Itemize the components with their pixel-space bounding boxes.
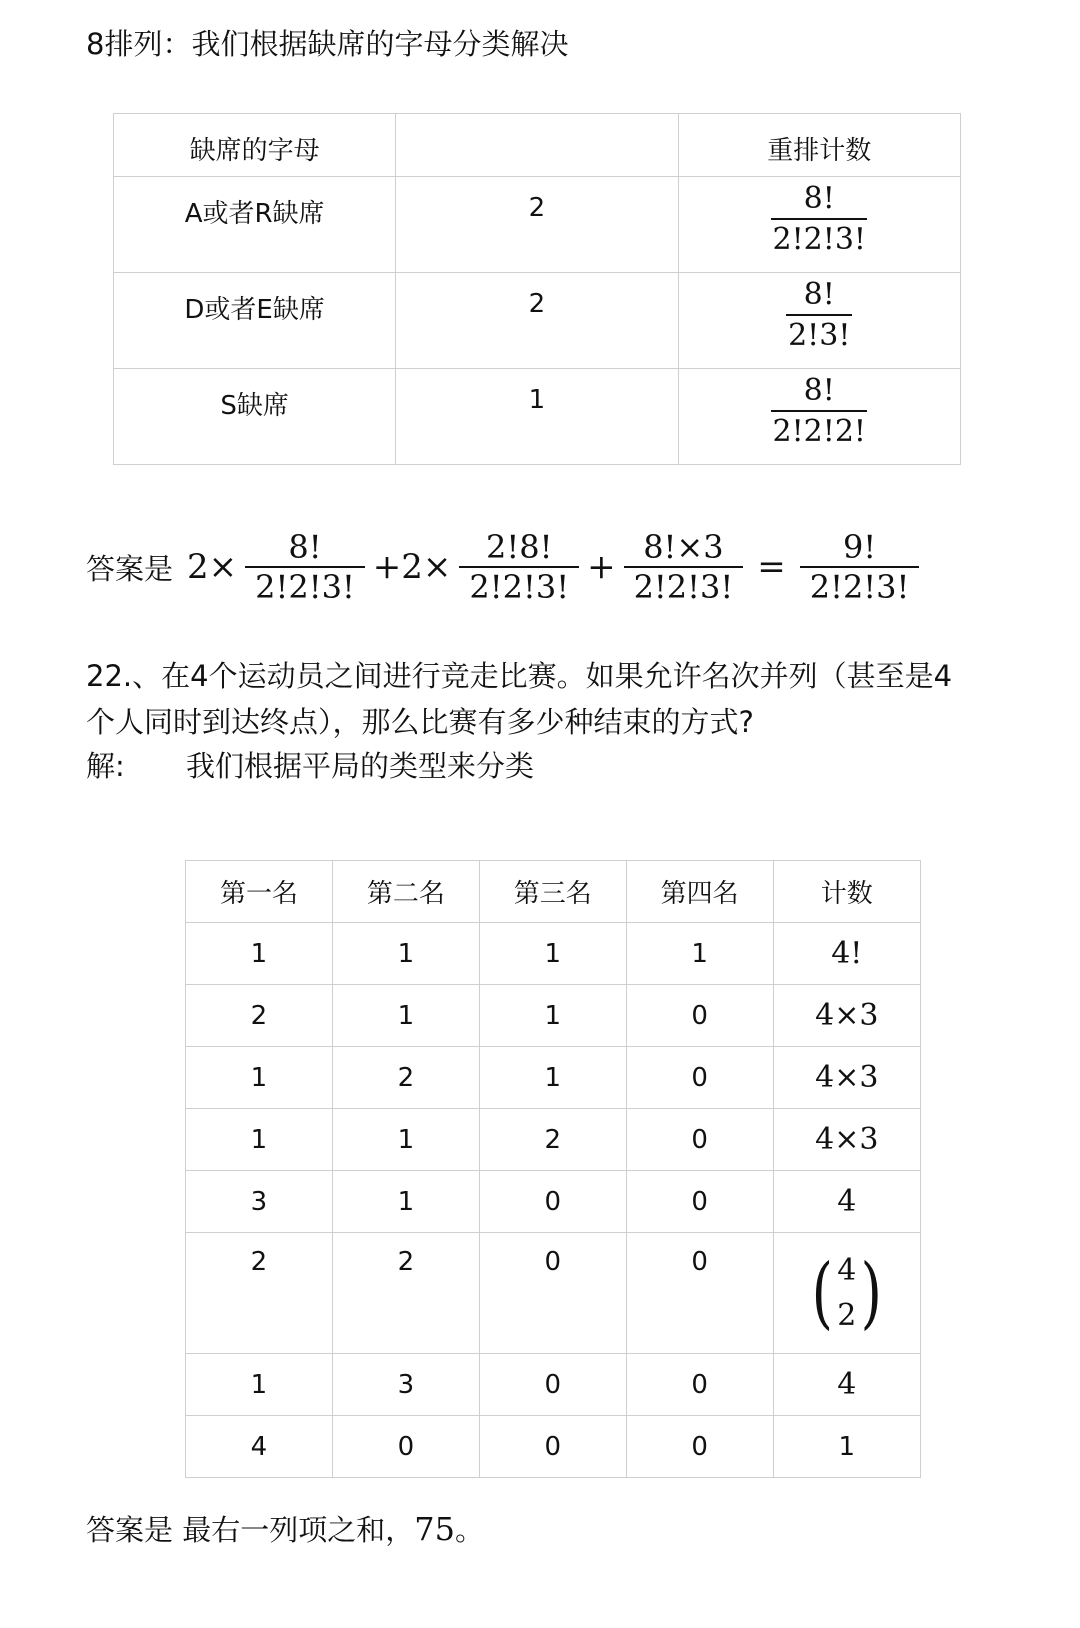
- cell: 0: [479, 1233, 626, 1354]
- count-cell: 1: [773, 1416, 920, 1478]
- header-first: 第一名: [186, 861, 333, 923]
- numerator: 8!: [803, 181, 835, 216]
- cell: 2: [186, 1233, 333, 1354]
- section8-heading: 8排列：我们根据缺席的字母分类解决: [86, 27, 569, 61]
- cell: 1: [626, 923, 773, 985]
- rearrange-cell: [678, 273, 961, 369]
- cell: 0: [332, 1416, 479, 1478]
- answer-prefix: 答案是: [86, 551, 174, 586]
- fraction-2: [459, 528, 579, 606]
- final-answer-prefix: 答案是 最右一列项之和，: [86, 1513, 415, 1547]
- cell: 1: [479, 985, 626, 1047]
- cell: 0: [626, 1354, 773, 1416]
- table-header-row: [186, 861, 921, 923]
- header-fourth: 第四名: [626, 861, 773, 923]
- solution-label: 解:: [86, 749, 125, 783]
- final-answer: [86, 1508, 484, 1549]
- header-count: 重排计数: [678, 114, 961, 177]
- final-answer-suffix: 。: [454, 1513, 484, 1547]
- count-cell: 4: [773, 1354, 920, 1416]
- missing-cell: A或者R缺席: [114, 177, 396, 273]
- cell: 1: [186, 1109, 333, 1171]
- denominator: 2!2!3!: [772, 222, 866, 257]
- fraction: [782, 277, 856, 353]
- binomial-top: 4: [837, 1253, 857, 1288]
- cell: 0: [626, 1047, 773, 1109]
- cell: 0: [626, 985, 773, 1047]
- header-third: 第三名: [479, 861, 626, 923]
- cell: 4: [186, 1416, 333, 1478]
- header-missing: 缺席的字母: [114, 114, 396, 177]
- rearrange-cell: [678, 177, 961, 273]
- cell: 2: [332, 1233, 479, 1354]
- missing-letter-table: [113, 113, 961, 465]
- numerator: 9!: [842, 528, 877, 566]
- count-cell: 4×3: [773, 1109, 920, 1171]
- table-row: [114, 369, 961, 465]
- problem22-line2: 个人同时到达终点），那么比赛有多少种结束的方式?: [86, 705, 754, 739]
- cell: 0: [626, 1109, 773, 1171]
- table-row: [114, 273, 961, 369]
- cell: 1: [186, 1354, 333, 1416]
- denominator: 2!2!3!: [633, 568, 734, 606]
- denominator: 2!3!: [788, 318, 851, 353]
- plus-term: +2×: [372, 547, 452, 587]
- denominator: 2!2!3!: [469, 568, 570, 606]
- coefficient: 2×: [187, 547, 238, 587]
- missing-cell: S缺席: [114, 369, 396, 465]
- cell: 3: [186, 1171, 333, 1233]
- cell: 1: [332, 985, 479, 1047]
- cell: 2: [479, 1109, 626, 1171]
- count-cell: 4×3: [773, 985, 920, 1047]
- cell: 1: [332, 1171, 479, 1233]
- cell: 0: [626, 1171, 773, 1233]
- denominator: 2!2!3!: [255, 568, 355, 606]
- numerator: 2!8!: [486, 528, 553, 566]
- table-row: [186, 1354, 921, 1416]
- table-row: [186, 1109, 921, 1171]
- denominator: 2!2!3!: [809, 568, 910, 606]
- table-header-row: [114, 114, 961, 177]
- table-row: [186, 985, 921, 1047]
- denominator: 2!2!2!: [772, 414, 866, 449]
- cell: 1: [479, 923, 626, 985]
- header-blank: [396, 114, 678, 177]
- answer-equation: [86, 528, 923, 606]
- numerator: 8!: [803, 373, 835, 408]
- cell: 0: [626, 1233, 773, 1354]
- fraction-1: [245, 528, 365, 606]
- table-row: [186, 1416, 921, 1478]
- cell: 1: [332, 923, 479, 985]
- cell: 3: [332, 1354, 479, 1416]
- table-row: [186, 1047, 921, 1109]
- count-cell: 4: [773, 1171, 920, 1233]
- final-answer-value: 75: [414, 1510, 455, 1548]
- count-cell: 4×3: [773, 1047, 920, 1109]
- table-row: [186, 923, 921, 985]
- count-cell: 2: [396, 177, 678, 273]
- cell: 0: [479, 1354, 626, 1416]
- header-second: 第二名: [332, 861, 479, 923]
- cell: 1: [332, 1109, 479, 1171]
- fraction-3: [624, 528, 744, 606]
- numerator: 8!×3: [643, 528, 724, 566]
- binomial-cell: [773, 1233, 920, 1354]
- fraction-4: [800, 528, 920, 606]
- ranking-table: [185, 860, 921, 1478]
- missing-cell: D或者E缺席: [114, 273, 396, 369]
- table-row: [114, 177, 961, 273]
- table-row: [186, 1171, 921, 1233]
- problem22-line1: 22.、在4个运动员之间进行竞走比赛。如果允许名次并列（甚至是4: [86, 659, 953, 693]
- cell: 0: [479, 1171, 626, 1233]
- table-row: [186, 1233, 921, 1354]
- fraction: [767, 181, 872, 257]
- solution-line: [86, 744, 534, 785]
- rearrange-cell: [678, 369, 961, 465]
- plus-sign: +: [587, 547, 616, 587]
- cell: 2: [332, 1047, 479, 1109]
- cell: 0: [479, 1416, 626, 1478]
- fraction: [767, 373, 872, 449]
- cell: 1: [186, 1047, 333, 1109]
- cell: 2: [186, 985, 333, 1047]
- binomial-coefficient: ( 4 2 ): [811, 1248, 883, 1338]
- cell: 0: [626, 1416, 773, 1478]
- cell: 1: [479, 1047, 626, 1109]
- solution-text: 我们根据平局的类型来分类: [186, 749, 535, 783]
- equals-sign: =: [757, 547, 786, 587]
- count-cell: 2: [396, 273, 678, 369]
- count-cell: 1: [396, 369, 678, 465]
- numerator: 8!: [803, 277, 835, 312]
- count-cell: 4!: [773, 923, 920, 985]
- numerator: 8!: [288, 528, 322, 566]
- cell: 1: [186, 923, 333, 985]
- header-count: 计数: [773, 861, 920, 923]
- binomial-bottom: 2: [837, 1298, 857, 1333]
